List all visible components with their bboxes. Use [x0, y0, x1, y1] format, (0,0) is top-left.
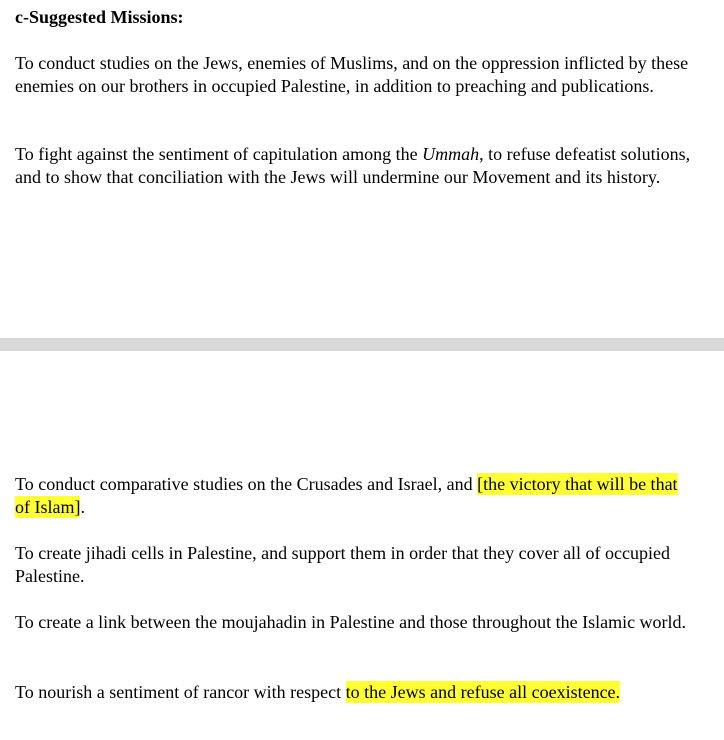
paragraph-link-moujahadin: To create a link between the moujahadin in Palestine and those throughout the Islamic world. — [15, 612, 687, 632]
paragraph-fight-capitulation — [15, 143, 695, 189]
paragraph-text: . — [80, 497, 85, 517]
paragraph-rancor — [15, 681, 695, 704]
paragraph-jihadi-cells: To create jihadi cells in Palestine, and support them in order that they cover all of occupied Palestine. — [15, 543, 671, 586]
section-heading: c-Suggested Missions: — [15, 7, 184, 27]
paragraph-comparative-studies — [15, 473, 695, 519]
page-separator — [0, 338, 724, 351]
paragraph-text: To fight against the sentiment of capitulation among the — [15, 144, 423, 164]
paragraph-text: , to refuse defeatist solutions, and to show that conciliation with the Jews will undermine our Movement and its history. — [15, 144, 691, 187]
paragraph-studies-jews: To conduct studies on the Jews, enemies of Muslims, and on the oppression inflicted by these enemies on our brothers in occupied Palestine, in addition to preaching and publications. — [15, 53, 689, 96]
highlighted-text: to the Jews and refuse all coexistence. — [345, 682, 621, 702]
document-page-1 — [0, 0, 724, 338]
italic-term: Ummah — [422, 144, 480, 164]
highlighted-text: [the victory that will be that of Islam] — [15, 474, 678, 517]
paragraph-text: To conduct comparative studies on the Crusades and Israel, and — [15, 474, 478, 494]
paragraph-text: To nourish a sentiment of rancor with respect — [15, 682, 346, 702]
